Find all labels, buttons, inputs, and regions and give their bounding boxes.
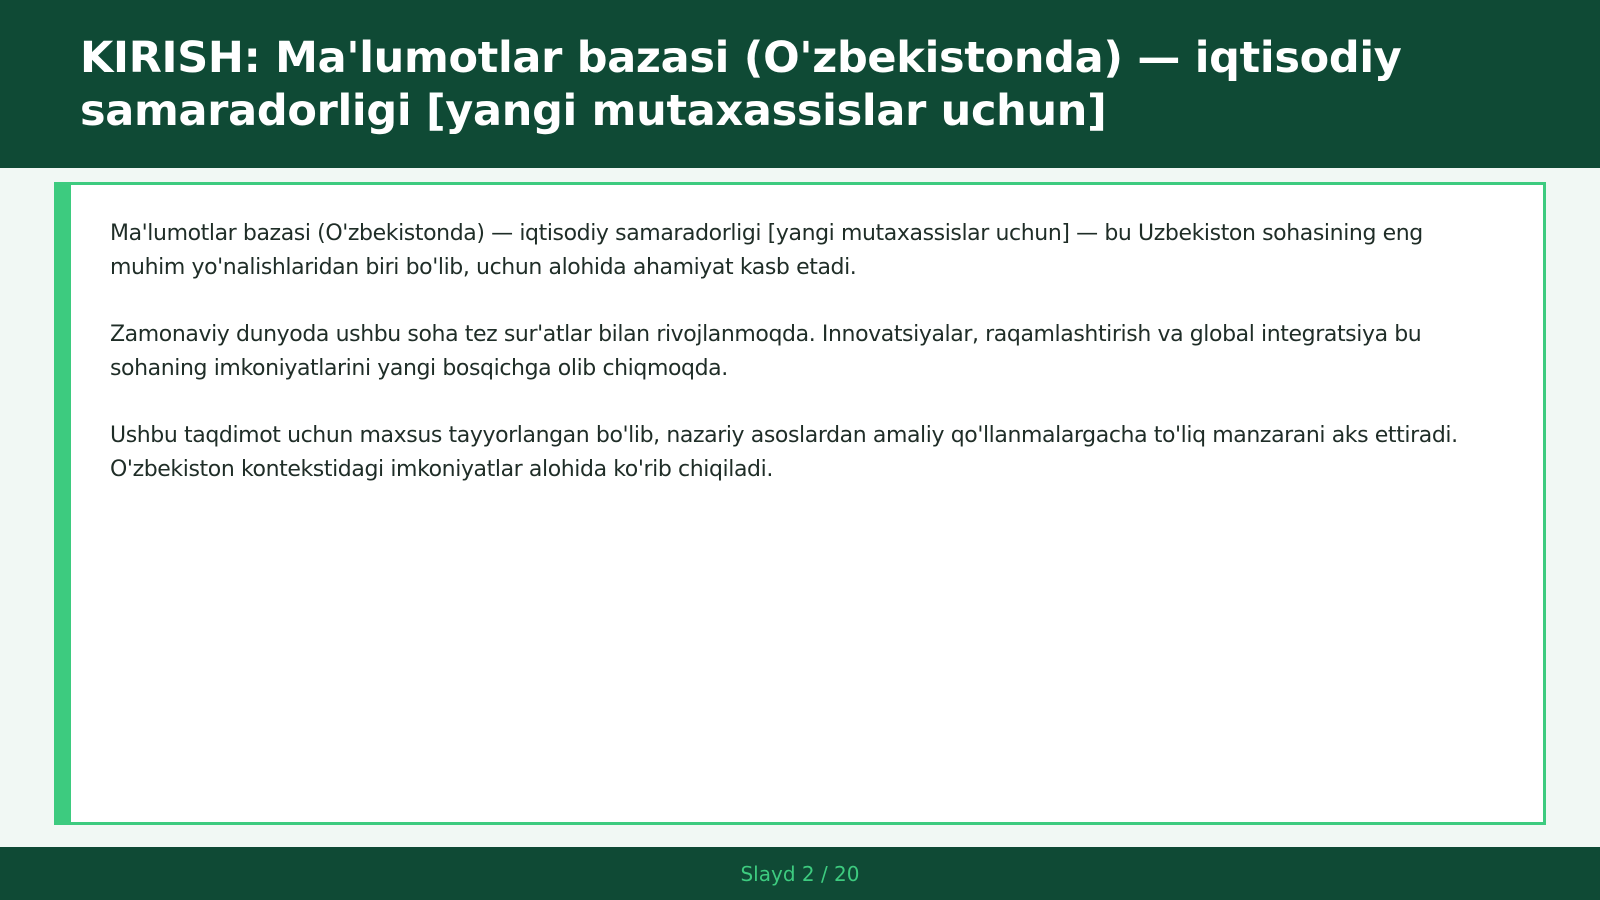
intro-paragraph: Ma'lumotlar bazasi (O'zbekistonda) — iqtisodiy samaradorligi [yangi mutaxassislar uchun] — bu Uzbekiston sohasining eng muhim yo'nalishlaridan biri bo'lib, uchun alohida ahamiyat kasb etadi.	[110, 221, 1423, 280]
slide-title: KIRISH: Ma'lumotlar bazasi (O'zbekistonda) — iqtisodiy samaradorligi [yangi mutaxassislar uchun]	[80, 33, 1402, 136]
content-card	[54, 182, 1546, 825]
slide-footer	[0, 847, 1600, 900]
slide-header	[0, 0, 1600, 168]
modern-world-paragraph: Zamonaviy dunyoda ushbu soha tez sur'atlar bilan rivojlanmoqda. Innovatsiyalar, raqamlashtirish va global integratsiya bu sohaning imkoniyatlarini yangi bosqichga olib chiqmoqda.	[110, 322, 1422, 381]
presentation-purpose-paragraph: Ushbu taqdimot uchun maxsus tayyorlangan bo'lib, nazariy asoslardan amaliy qo'llanmalargacha to'liq manzarani aks ettiradi. O'zbekiston kontekstidagi imkoniyatlar alohida ko'rib chiqiladi.	[110, 423, 1458, 482]
slide-number: Slayd 2 / 20	[740, 861, 860, 886]
